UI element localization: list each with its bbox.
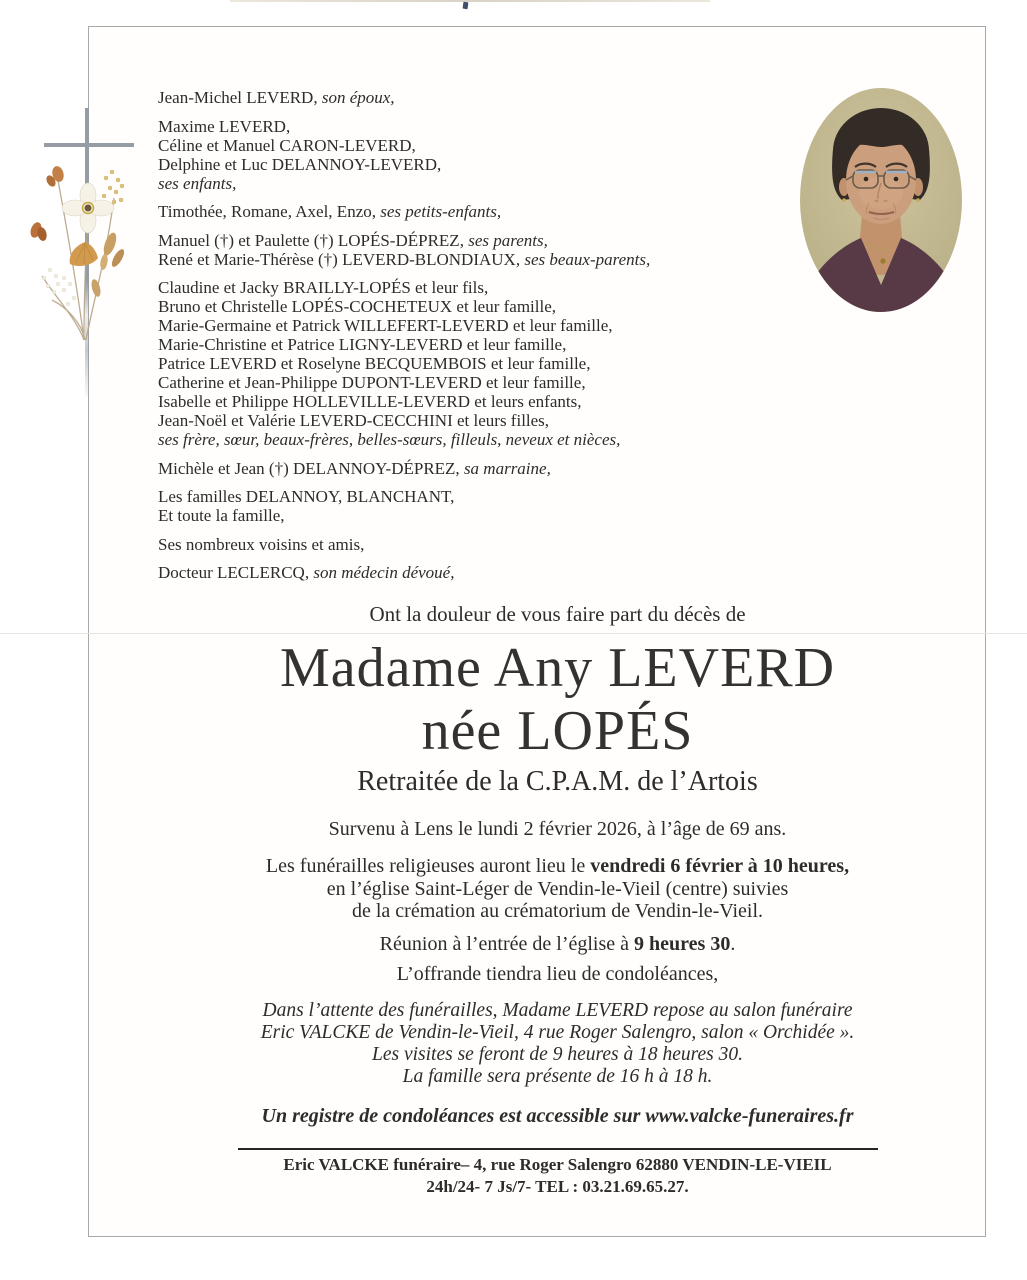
funeral-details (130, 855, 985, 923)
paper-fold-line (0, 633, 1027, 634)
text-line: Docteur LECLERCQ, son médecin dévoué, (158, 563, 455, 582)
family-group (158, 487, 758, 525)
text-line: Timothée, Romane, Axel, Enzo, ses petits-enfants, (158, 202, 502, 221)
text-line: Jean-Noël et Valérie LEVERD-CECCHINI et leurs filles, (158, 411, 550, 430)
text-line: Michèle et Jean (†) DELANNOY-DÉPREZ, sa marraine, (158, 458, 551, 478)
text-line: René et Marie-Thérèse (†) LEVERD-BLONDIAUX, ses beaux-parents, (158, 249, 651, 269)
text-line: ses frère, sœur, beaux-frères, belles-sœurs, filleuls, neveux et nièces, (158, 430, 621, 449)
text-line: Maxime LEVERD, (158, 116, 291, 136)
funeral-home-address: Eric VALCKE funéraire– 4, rue Roger Salengro 62880 VENDIN-LE-VIEIL (283, 1155, 832, 1174)
text-line: en l’église Saint-Léger de Vendin-le-Vieil (centre) suivies (326, 877, 789, 900)
family-group (158, 459, 758, 478)
vigil-details (130, 1000, 985, 1088)
funeral-home-phone: 24h/24- 7 Js/7- TEL : 03.21.69.65.27. (426, 1176, 689, 1196)
text-line: Céline et Manuel CARON-LEVERD, (158, 135, 416, 155)
portrait-photo (799, 87, 963, 313)
text-line: Bruno et Christelle LOPÉS-COCHETEUX et leur famille, (158, 297, 557, 316)
offering-note: L’offrande tiendra lieu de condoléances, (396, 963, 719, 985)
cross-icon (44, 143, 134, 147)
family-group (158, 117, 758, 193)
meeting-details (130, 933, 985, 956)
text-line: ses enfants, (158, 173, 237, 193)
text-line: Les funérailles religieuses auront lieu le vendredi 6 février à 10 heures, (265, 855, 850, 877)
text-line: Isabelle et Philippe HOLLEVILLE-LEVERD et leurs enfants, (158, 392, 582, 411)
text-line: La famille sera présente de 16 h à 18 h. (402, 1066, 713, 1087)
condolence-registry-note: Un registre de condoléances est accessible sur www.valcke-funeraires.fr (261, 1105, 854, 1127)
ink-mark-artifact (463, 2, 469, 10)
family-group (158, 88, 758, 107)
text-line: Les visites se feront de 9 heures à 18 heures 30. (372, 1044, 743, 1065)
text-line: Réunion à l’entrée de l’église à 9 heures 30. (379, 933, 736, 955)
family-group (158, 535, 758, 554)
family-group (158, 278, 758, 449)
deceased-maiden-name: née LOPÉS (421, 700, 694, 762)
text-line: Les familles DELANNOY, BLANCHANT, (158, 487, 455, 506)
text-line: Claudine et Jacky BRAILLY-LOPÉS et leur fils, (158, 278, 489, 297)
family-group (158, 563, 758, 582)
text-line: de la crémation au crématorium de Vendin-le-Vieil. (351, 900, 764, 922)
scan-edge-artifact (230, 0, 710, 2)
family-group (158, 231, 758, 269)
text-line: Marie-Christine et Patrice LIGNY-LEVERD et leur famille, (158, 335, 567, 354)
text-line: Jean-Michel LEVERD, son époux, (158, 88, 395, 107)
text-line: Manuel (†) et Paulette (†) LOPÉS-DÉPREZ, ses parents, (158, 230, 548, 250)
pressed-flowers-art (18, 158, 144, 343)
text-line: Et toute la famille, (158, 506, 285, 525)
deceased-name-title: Madame Any LEVERD (279, 637, 836, 699)
family-list (158, 88, 758, 592)
text-line: Marie-Germaine et Patrick WILLEFERT-LEVERD et leur famille, (158, 316, 613, 335)
family-group (158, 202, 758, 221)
text-line: Eric VALCKE de Vendin-le-Vieil, 4 rue Roger Salengro, salon « Orchidée ». (260, 1022, 855, 1043)
text-line: Ses nombreux voisins et amis, (158, 534, 365, 554)
text-line: Patrice LEVERD et Roselyne BECQUEMBOIS et leur famille, (158, 354, 591, 373)
text-line: Delphine et Luc DELANNOY-LEVERD, (158, 154, 442, 174)
text-line: Catherine et Jean-Philippe DUPONT-LEVERD et leur famille, (158, 373, 586, 392)
deceased-occupation: Retraitée de la C.P.A.M. de l’Artois (357, 766, 758, 797)
footer-divider (238, 1148, 878, 1150)
death-notice: Survenu à Lens le lundi 2 février 2026, à l’âge de 69 ans. (328, 818, 787, 840)
announcement-intro: Ont la douleur de vous faire part du décès de (369, 602, 746, 626)
funeral-home-footer (130, 1148, 985, 1197)
text-line: Dans l’attente des funérailles, Madame LEVERD repose au salon funéraire (262, 1000, 853, 1021)
